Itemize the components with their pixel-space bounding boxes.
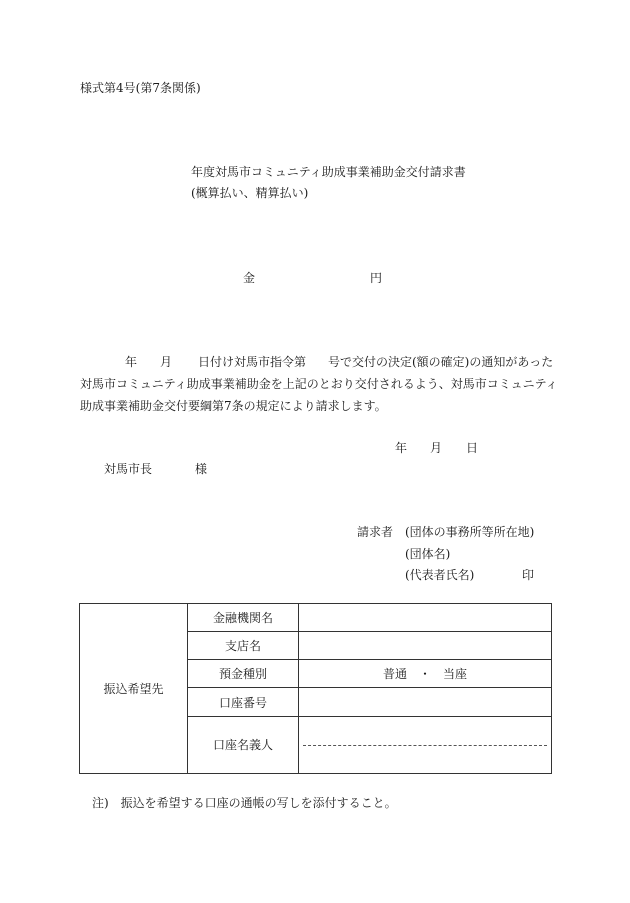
- body-line-1-day: 日付け対馬市指令第: [198, 355, 307, 369]
- account-holder-field[interactable]: [299, 716, 552, 773]
- requester-org-label: (団体名): [405, 547, 451, 561]
- document-subtitle: (概算払い、精算払い): [191, 186, 309, 200]
- body-line-1: [80, 354, 554, 370]
- branch-name-label: 支店名: [188, 632, 299, 660]
- body-line-3: 助成事業補助金交付要綱第7条の規定により請求します。: [80, 399, 387, 413]
- account-holder-label: 口座名義人: [188, 716, 299, 773]
- body-line-1-month: 月: [160, 355, 173, 369]
- body-line-1-rest: 号で交付の決定(額の確定)の通知があった: [328, 355, 554, 369]
- seal-mark: 印: [522, 568, 535, 582]
- bank-name-label: 金融機関名: [188, 604, 299, 632]
- form-number: 様式第4号(第7条関係): [80, 81, 201, 95]
- bank-name-field[interactable]: [299, 604, 552, 632]
- date-month: 月: [430, 441, 443, 455]
- document-title: 年度対馬市コミュニティ助成事業補助金交付請求書: [191, 165, 466, 179]
- date-day: 日: [466, 441, 479, 455]
- account-number-label: 口座番号: [188, 688, 299, 716]
- bank-transfer-table: [79, 603, 552, 774]
- amount-prefix: 金: [243, 271, 256, 285]
- table-row: [80, 604, 552, 632]
- addressee-name: 対馬市長: [104, 462, 153, 476]
- date-year: 年: [395, 441, 408, 455]
- attachment-note: 注) 振込を希望する口座の通帳の写しを添付すること。: [92, 796, 397, 810]
- body-line-1-year: 年: [125, 355, 138, 369]
- account-type-options[interactable]: 普通 ・ 当座: [299, 660, 552, 688]
- addressee-honorific: 様: [195, 462, 208, 476]
- transfer-destination-label: 振込希望先: [80, 604, 188, 774]
- account-type-label: 預金種別: [188, 660, 299, 688]
- amount-suffix: 円: [370, 271, 383, 285]
- furigana-divider: [303, 745, 547, 746]
- requester-rep-label: (代表者氏名): [405, 568, 475, 582]
- account-number-field[interactable]: [299, 688, 552, 716]
- body-line-2: 対馬市コミュニティ助成事業補助金を上記のとおり交付されるよう、対馬市コミュニティ: [80, 377, 558, 391]
- branch-name-field[interactable]: [299, 632, 552, 660]
- requester-address-label: (団体の事務所等所在地): [405, 525, 535, 539]
- requester-label: 請求者: [357, 525, 394, 539]
